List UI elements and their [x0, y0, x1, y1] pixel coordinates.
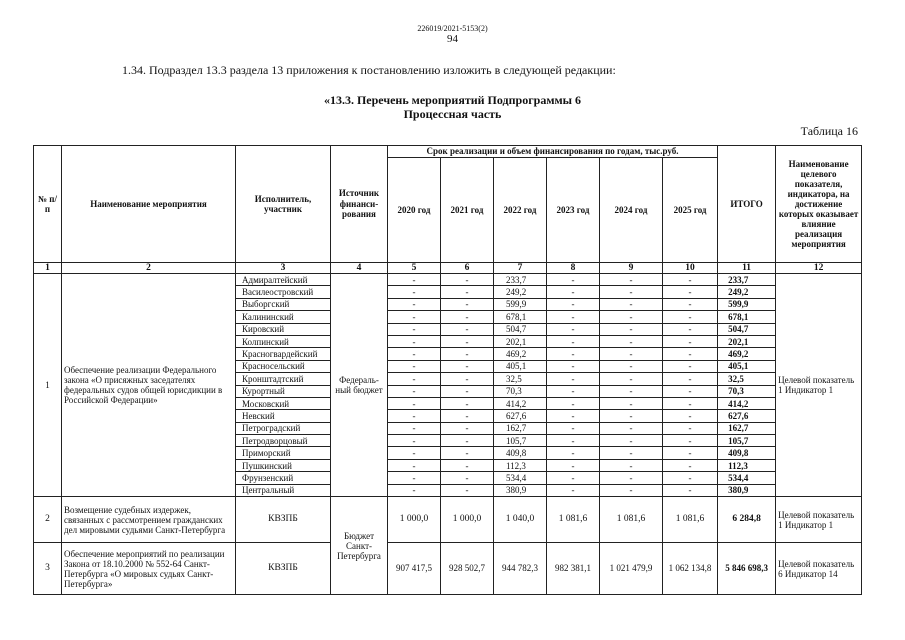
section-title — [0, 93, 905, 121]
year-value: - — [547, 422, 600, 434]
header-year: 2022 год — [494, 158, 547, 263]
year-value: - — [600, 274, 663, 286]
header-year: 2025 год — [663, 158, 718, 263]
measure-row — [34, 497, 862, 543]
district-name: Фрунзенский — [236, 472, 331, 484]
row-number: 2 — [34, 497, 62, 543]
year-value: - — [600, 484, 663, 496]
col-number: 9 — [600, 263, 663, 274]
year-value: - — [663, 360, 718, 372]
district-name: Петроградский — [236, 422, 331, 434]
year-value: - — [600, 385, 663, 397]
col-number: 4 — [331, 263, 388, 274]
col-number: 7 — [494, 263, 547, 274]
measure-row — [34, 543, 862, 595]
district-row — [34, 274, 862, 286]
measures-table — [33, 145, 862, 595]
year-value: - — [663, 286, 718, 298]
total-value: 202,1 — [718, 335, 776, 347]
total-value: 5 846 698,3 — [718, 543, 776, 595]
year-value: 1 000,0 — [388, 497, 441, 543]
year-value: 70,3 — [494, 385, 547, 397]
year-value: 627,6 — [494, 410, 547, 422]
district-name: Кронштадтский — [236, 373, 331, 385]
year-value: 1 062 134,8 — [663, 543, 718, 595]
year-value: - — [441, 335, 494, 347]
year-value: - — [663, 447, 718, 459]
header-total: ИТОГО — [718, 146, 776, 263]
year-value: 405,1 — [494, 360, 547, 372]
year-value: - — [547, 348, 600, 360]
district-name: Калининский — [236, 311, 331, 323]
col-number: 5 — [388, 263, 441, 274]
year-value: - — [600, 435, 663, 447]
funding-source: Федераль-ный бюджет — [331, 274, 388, 497]
total-value: 469,2 — [718, 348, 776, 360]
district-name: Выборгский — [236, 298, 331, 310]
col-number: 12 — [776, 263, 862, 274]
year-value: - — [547, 286, 600, 298]
district-name: Московский — [236, 397, 331, 409]
year-value: - — [600, 447, 663, 459]
year-value: - — [663, 472, 718, 484]
total-value: 70,3 — [718, 385, 776, 397]
year-value: 599,9 — [494, 298, 547, 310]
year-value: 233,7 — [494, 274, 547, 286]
year-value: - — [663, 410, 718, 422]
year-value: - — [441, 348, 494, 360]
total-value: 534,4 — [718, 472, 776, 484]
header-source: Источник финанси-рования — [331, 146, 388, 263]
year-value: - — [547, 459, 600, 471]
total-value: 599,9 — [718, 298, 776, 310]
year-value: - — [441, 422, 494, 434]
executor: КВЗПБ — [236, 543, 331, 595]
year-value: 1 040,0 — [494, 497, 547, 543]
measure-name: Обеспечение реализации Федерального закона «О присяжных заседателях федеральных судов общей юрисдикции в Российской Федерации» — [62, 274, 236, 497]
year-value: - — [663, 459, 718, 471]
year-value: 469,2 — [494, 348, 547, 360]
page-number: 94 — [447, 33, 458, 45]
year-value: 202,1 — [494, 335, 547, 347]
year-value: - — [547, 360, 600, 372]
row-number: 3 — [34, 543, 62, 595]
header-year: 2020 год — [388, 158, 441, 263]
year-value: - — [600, 472, 663, 484]
year-value: - — [547, 274, 600, 286]
year-value: - — [547, 435, 600, 447]
funding-source: Бюджет Санкт-Петербурга — [331, 497, 388, 595]
year-value: - — [663, 422, 718, 434]
col-number: 8 — [547, 263, 600, 274]
year-value: - — [388, 435, 441, 447]
year-value: - — [388, 459, 441, 471]
year-value: - — [663, 385, 718, 397]
district-name: Кировский — [236, 323, 331, 335]
year-value: - — [441, 459, 494, 471]
year-value: - — [441, 373, 494, 385]
title-line-1: «13.3. Перечень мероприятий Подпрограммы 6 — [323, 93, 582, 107]
district-name: Колпинский — [236, 335, 331, 347]
year-value: 944 782,3 — [494, 543, 547, 595]
year-value: 907 417,5 — [388, 543, 441, 595]
year-value: 982 381,1 — [547, 543, 600, 595]
total-value: 627,6 — [718, 410, 776, 422]
year-value: - — [547, 323, 600, 335]
year-value: - — [388, 274, 441, 286]
year-value: - — [388, 385, 441, 397]
year-value: - — [441, 311, 494, 323]
year-value: - — [663, 373, 718, 385]
header-name: Наименование мероприятия — [62, 146, 236, 263]
header-num: № п/п — [34, 146, 62, 263]
year-value: - — [388, 360, 441, 372]
year-value: - — [441, 484, 494, 496]
year-value: - — [600, 323, 663, 335]
total-value: 409,8 — [718, 447, 776, 459]
indicator-cell: Целевой показатель 1 Индикатор 1 — [776, 497, 862, 543]
year-value: - — [547, 410, 600, 422]
district-name: Пушкинский — [236, 459, 331, 471]
year-value: - — [547, 311, 600, 323]
row-number: 1 — [34, 274, 62, 497]
total-value: 380,9 — [718, 484, 776, 496]
year-value: - — [388, 373, 441, 385]
year-value: - — [388, 311, 441, 323]
document-code: 226019/2021-5153(2) — [417, 24, 488, 33]
year-value: - — [388, 397, 441, 409]
year-value: 1 081,6 — [600, 497, 663, 543]
year-value: - — [663, 311, 718, 323]
total-value: 32,5 — [718, 373, 776, 385]
year-value: - — [547, 373, 600, 385]
total-value: 233,7 — [718, 274, 776, 286]
year-value: - — [441, 397, 494, 409]
year-value: 32,5 — [494, 373, 547, 385]
year-value: 678,1 — [494, 311, 547, 323]
year-value: - — [547, 298, 600, 310]
year-value: - — [547, 397, 600, 409]
year-value: 105,7 — [494, 435, 547, 447]
year-value: - — [663, 435, 718, 447]
year-value: - — [547, 484, 600, 496]
col-number: 2 — [62, 263, 236, 274]
header-year: 2021 год — [441, 158, 494, 263]
total-value: 112,3 — [718, 459, 776, 471]
col-number: 6 — [441, 263, 494, 274]
year-value: - — [663, 323, 718, 335]
year-value: 1 081,6 — [663, 497, 718, 543]
header-year: 2024 год — [600, 158, 663, 263]
year-value: - — [388, 472, 441, 484]
title-line-2: Процессная часть — [403, 107, 502, 121]
header-year: 2023 год — [547, 158, 600, 263]
total-value: 678,1 — [718, 311, 776, 323]
col-number: 11 — [718, 263, 776, 274]
district-name: Курортный — [236, 385, 331, 397]
year-value: 112,3 — [494, 459, 547, 471]
district-name: Красносельский — [236, 360, 331, 372]
year-value: - — [388, 348, 441, 360]
col-number: 10 — [663, 263, 718, 274]
year-value: 534,4 — [494, 472, 547, 484]
district-name: Василеостровский — [236, 286, 331, 298]
district-name: Красногвардейский — [236, 348, 331, 360]
year-value: 1 000,0 — [441, 497, 494, 543]
year-value: - — [600, 373, 663, 385]
district-name: Невский — [236, 410, 331, 422]
year-value: - — [388, 447, 441, 459]
year-value: - — [600, 348, 663, 360]
year-value: - — [388, 298, 441, 310]
year-value: - — [388, 484, 441, 496]
column-number-row — [34, 263, 862, 274]
year-value: 162,7 — [494, 422, 547, 434]
table-label: Таблица 16 — [800, 124, 858, 138]
year-value: - — [600, 459, 663, 471]
total-value: 6 284,8 — [718, 497, 776, 543]
total-value: 105,7 — [718, 435, 776, 447]
indicator-cell: Целевой показатель 6 Индикатор 14 — [776, 543, 862, 595]
header-executor: Исполнитель, участник — [236, 146, 331, 263]
year-value: 380,9 — [494, 484, 547, 496]
total-value: 249,2 — [718, 286, 776, 298]
year-value: - — [663, 484, 718, 496]
year-value: 1 021 479,9 — [600, 543, 663, 595]
year-value: - — [663, 335, 718, 347]
year-value: 928 502,7 — [441, 543, 494, 595]
district-name: Петродворцовый — [236, 435, 331, 447]
executor: КВЗПБ — [236, 497, 331, 543]
year-value: 504,7 — [494, 323, 547, 335]
measure-name: Обеспечение мероприятий по реализации Закона от 18.10.2000 № 552-64 Санкт-Петербурга «О мировых судьях Санкт-Петербурга» — [62, 543, 236, 595]
year-value: - — [441, 447, 494, 459]
intro-paragraph: 1.34. Подраздел 13.3 раздела 13 приложения к постановлению изложить в следующей редакции: — [122, 63, 616, 77]
year-value: - — [600, 360, 663, 372]
year-value: - — [663, 274, 718, 286]
year-value: 409,8 — [494, 447, 547, 459]
year-value: - — [388, 335, 441, 347]
year-value: - — [663, 348, 718, 360]
year-value: - — [441, 274, 494, 286]
year-value: - — [547, 335, 600, 347]
header-indicator: Наименование целевого показателя, индикатора, на достижение которых оказывает влияние реализация мероприятия — [776, 146, 862, 263]
year-value: - — [547, 472, 600, 484]
indicator-cell: Целевой показатель 1 Индикатор 1 — [776, 274, 862, 497]
year-value: - — [663, 298, 718, 310]
total-value: 405,1 — [718, 360, 776, 372]
year-value: - — [441, 435, 494, 447]
year-value: - — [388, 323, 441, 335]
year-value: - — [441, 323, 494, 335]
year-value: - — [600, 298, 663, 310]
year-value: 249,2 — [494, 286, 547, 298]
col-number: 3 — [236, 263, 331, 274]
year-value: - — [388, 286, 441, 298]
year-value: - — [547, 447, 600, 459]
year-value: - — [441, 472, 494, 484]
header-period: Срок реализации и объем финансирования по годам, тыс.руб. — [388, 146, 718, 158]
year-value: - — [441, 360, 494, 372]
total-value: 504,7 — [718, 323, 776, 335]
year-value: - — [441, 286, 494, 298]
year-value: - — [547, 385, 600, 397]
year-value: - — [600, 397, 663, 409]
year-value: - — [663, 397, 718, 409]
district-name: Адмиралтейский — [236, 274, 331, 286]
year-value: - — [600, 410, 663, 422]
year-value: 1 081,6 — [547, 497, 600, 543]
measure-name: Возмещение судебных издержек, связанных с рассмотрением гражданских дел мировыми судьями Санкт-Петербурга — [62, 497, 236, 543]
year-value: - — [600, 286, 663, 298]
year-value: - — [441, 298, 494, 310]
year-value: - — [388, 410, 441, 422]
year-value: - — [441, 410, 494, 422]
year-value: - — [600, 422, 663, 434]
year-value: - — [600, 335, 663, 347]
col-number: 1 — [34, 263, 62, 274]
district-name: Центральный — [236, 484, 331, 496]
year-value: - — [600, 311, 663, 323]
year-value: 414,2 — [494, 397, 547, 409]
year-value: - — [441, 385, 494, 397]
total-value: 162,7 — [718, 422, 776, 434]
total-value: 414,2 — [718, 397, 776, 409]
district-name: Приморский — [236, 447, 331, 459]
year-value: - — [388, 422, 441, 434]
